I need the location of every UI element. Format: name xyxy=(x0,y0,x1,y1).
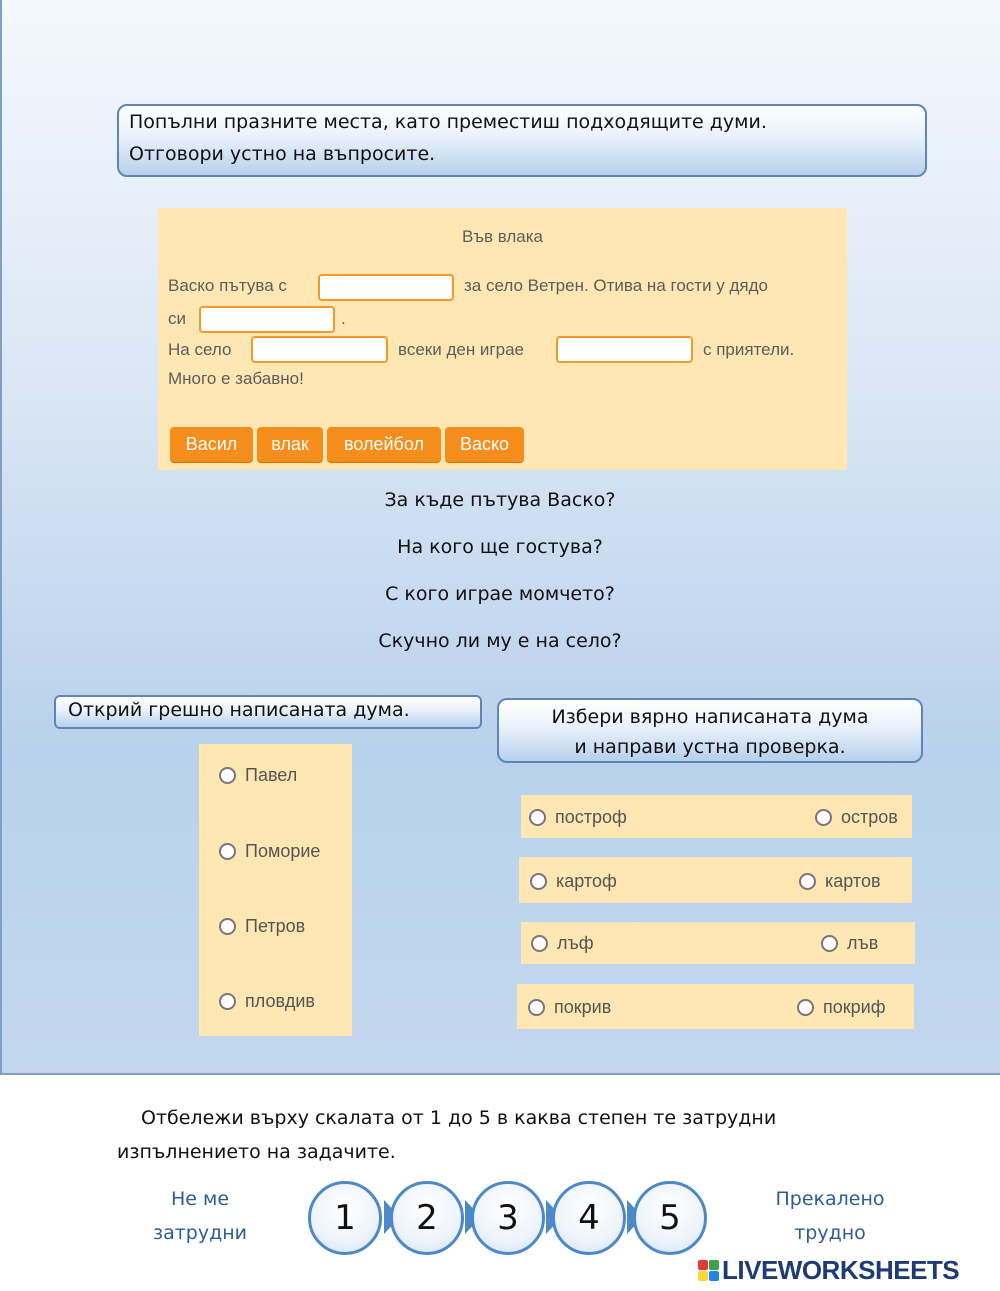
radio-option-plovdiv[interactable] xyxy=(219,991,315,1012)
find-wrong-instruction xyxy=(54,695,482,729)
blank-1[interactable] xyxy=(318,274,454,301)
scale-option-4[interactable]: 4 xyxy=(552,1181,626,1255)
word-button-vasil[interactable]: Васил xyxy=(170,427,253,462)
blank-3[interactable] xyxy=(251,336,388,363)
cloze-line1-end: за село Ветрен. Отива на гости у дядо xyxy=(464,276,769,295)
radio-label: построф xyxy=(555,807,627,827)
scale-right-label-line1: Прекалено xyxy=(775,1188,885,1210)
pair-2-right-option[interactable] xyxy=(799,871,881,892)
scale-option-5[interactable]: 5 xyxy=(633,1181,707,1255)
radio-circle-icon xyxy=(219,993,236,1010)
word-button-vlak[interactable]: влак xyxy=(257,427,323,462)
question-2: На кого ще гостува? xyxy=(397,536,603,558)
radio-label: остров xyxy=(841,807,898,827)
cloze-line3-end: с приятели. xyxy=(703,340,795,359)
question-3: С кого играе момчето? xyxy=(385,583,615,605)
scale-instruction-line1: Отбележи върху скалата от 1 до 5 в каква степен те затрудни xyxy=(141,1107,777,1129)
fill-instruction-line1: Попълни празните места, като преместиш подходящите думи. xyxy=(129,111,767,133)
radio-circle-icon xyxy=(821,935,838,952)
radio-circle-icon xyxy=(219,918,236,935)
radio-circle-icon xyxy=(530,873,547,890)
radio-label: картов xyxy=(825,871,881,891)
scale-right-label-line2: трудно xyxy=(794,1222,866,1244)
pair-2-left-option[interactable] xyxy=(530,871,617,892)
pair-4-right-option[interactable] xyxy=(797,997,886,1018)
pair-row-2 xyxy=(519,857,912,903)
cloze-exercise xyxy=(158,208,847,470)
radio-circle-icon xyxy=(531,935,548,952)
radio-label: покрив xyxy=(554,997,612,1017)
radio-option-petrov[interactable] xyxy=(219,916,305,937)
blank-4[interactable] xyxy=(556,336,693,363)
choose-correct-line1: Избери вярно написаната дума xyxy=(551,706,869,728)
radio-label: лъф xyxy=(557,933,594,953)
radio-circle-icon xyxy=(528,999,545,1016)
question-4: Скучно ли му е на село? xyxy=(378,630,622,652)
pair-3-right-option[interactable] xyxy=(821,933,878,954)
radio-label: Петров xyxy=(245,916,306,936)
cloze-line3-middle: всеки ден играе xyxy=(398,340,524,359)
cloze-line4: Много е забавно! xyxy=(168,369,304,388)
scale-left-label-line1: Не ме xyxy=(170,1188,230,1210)
blank-2[interactable] xyxy=(199,306,335,333)
pair-row-4 xyxy=(517,984,914,1029)
radio-label: лъв xyxy=(847,933,879,953)
pair-4-left-option[interactable] xyxy=(528,997,611,1018)
word-button-vasko[interactable]: Васко xyxy=(445,427,524,462)
radio-circle-icon xyxy=(529,809,546,826)
liveworksheets-logo xyxy=(698,1255,959,1286)
radio-option-pomorie[interactable] xyxy=(219,841,320,862)
pair-row-1 xyxy=(521,795,912,838)
choose-correct-instruction xyxy=(497,698,923,763)
scale-left-label-line2: затрудни xyxy=(152,1222,248,1244)
cloze-line3-start: На село xyxy=(168,340,232,359)
fill-instruction-line2: Отговори устно на въпросите. xyxy=(129,143,436,165)
scale-right-label xyxy=(750,1182,910,1250)
find-wrong-text: Открий грешно написаната дума. xyxy=(68,699,410,721)
radio-circle-icon xyxy=(815,809,832,826)
cloze-line2-end: . xyxy=(341,309,346,328)
radio-circle-icon xyxy=(797,999,814,1016)
radio-circle-icon xyxy=(799,873,816,890)
cloze-line2-start: си xyxy=(168,309,186,328)
scale-option-2[interactable]: 2 xyxy=(390,1181,464,1255)
scale-option-1[interactable]: 1 xyxy=(308,1181,382,1255)
logo-text: LIVEWORKSHEETS xyxy=(722,1255,960,1285)
question-1: За къде пътува Васко? xyxy=(384,489,616,511)
radio-option-pavel[interactable] xyxy=(219,765,297,786)
radio-label: картоф xyxy=(556,871,617,891)
wrong-word-radio-group xyxy=(199,744,352,1036)
radio-label: покриф xyxy=(823,997,886,1017)
pair-3-left-option[interactable] xyxy=(531,933,594,954)
logo-mark-icon xyxy=(698,1260,719,1281)
pair-1-right-option[interactable] xyxy=(815,807,898,828)
radio-circle-icon xyxy=(219,767,236,784)
radio-label: пловдив xyxy=(245,991,315,1011)
radio-label: Павел xyxy=(245,765,298,785)
fill-instruction-box xyxy=(117,104,927,177)
choose-correct-line2: и направи устна проверка. xyxy=(574,736,846,758)
scale-option-3[interactable]: 3 xyxy=(471,1181,545,1255)
cloze-line1-start: Васко пътува с xyxy=(168,276,287,295)
pair-1-left-option[interactable] xyxy=(529,807,627,828)
radio-circle-icon xyxy=(219,843,236,860)
pair-row-3 xyxy=(521,922,915,964)
scale-instruction-line2: изпълнението на задачите. xyxy=(117,1141,396,1163)
cloze-title: Във влака xyxy=(462,227,543,246)
radio-label: Поморие xyxy=(245,841,321,861)
word-button-voleibol[interactable]: волейбол xyxy=(327,427,441,462)
scale-left-label xyxy=(130,1182,270,1250)
